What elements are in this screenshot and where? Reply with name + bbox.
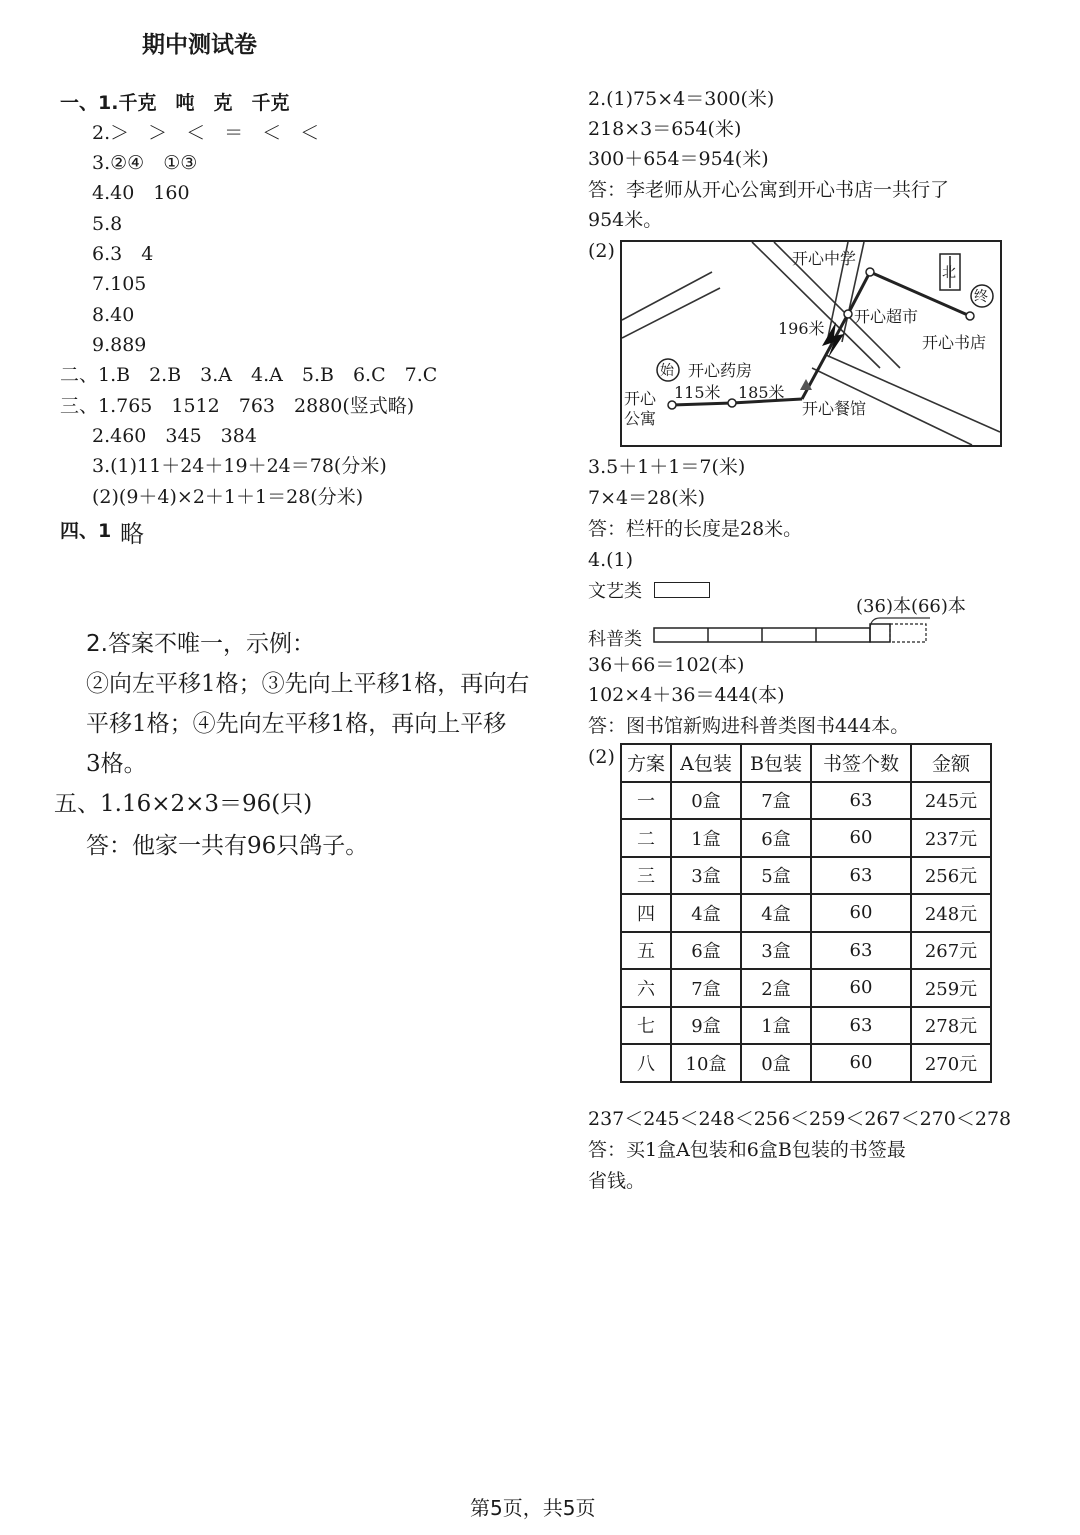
table-cell: 0盒 (671, 782, 741, 820)
q4-line-1: 36＋66＝102(本) (588, 654, 745, 676)
table-cell: 1盒 (741, 1007, 811, 1045)
table-cell: 63 (811, 932, 911, 970)
q2-line-3: 300＋654＝954(米) (588, 148, 769, 170)
table-cell: 1盒 (671, 819, 741, 857)
final-answer-line-1: 答：买1盒A包装和6盒B包装的书签最 (588, 1139, 906, 1161)
table-row (621, 1007, 991, 1045)
table-row (621, 857, 991, 895)
section-1-item-6: 6.3 4 (92, 243, 154, 265)
section-1-item-3: 3.②④ ①③ (92, 152, 198, 174)
section-4-2-line-1: 2.答案不唯一，示例： (86, 631, 315, 657)
q2-answer-line-2: 954米。 (588, 209, 663, 231)
section-4-answer-omitted: 略 (120, 520, 144, 548)
q4-answer: 答：图书馆新购进科普类图书444本。 (588, 715, 910, 737)
section-1-item-4: 4.40 160 (92, 182, 190, 204)
map-label-restaurant: 开心餐馆 (802, 399, 867, 418)
plan-table (620, 743, 992, 1083)
section-5-line-1: 五、1.16×2×3＝96(只) (54, 791, 313, 817)
table-cell: 四 (621, 894, 671, 932)
map-label-distance-196: 196米 (778, 319, 825, 338)
table-cell: 60 (811, 894, 911, 932)
table-cell: 278元 (911, 1007, 991, 1045)
table-header-cell: 方案 (621, 744, 671, 782)
map-label-bookstore: 开心书店 (922, 333, 987, 352)
q4-line-2: 102×4＋36＝444(本) (588, 684, 785, 706)
table-header-cell: B包装 (741, 744, 811, 782)
table-cell: 60 (811, 969, 911, 1007)
q3-line-2: 7×4＝28(米) (588, 487, 706, 509)
table-cell: 一 (621, 782, 671, 820)
table-cell: 二 (621, 819, 671, 857)
table-cell: 248元 (911, 894, 991, 932)
table-cell: 2盒 (741, 969, 811, 1007)
q3-line-1: 3.5＋1＋1＝7(米) (588, 456, 746, 478)
section-3-line-1: 三、1.765 1512 763 2880(竖式略) (60, 395, 415, 417)
map-label-pharmacy: 开心药房 (688, 361, 753, 380)
price-comparison: 237＜245＜248＜256＜259＜267＜270＜278 (588, 1108, 1012, 1130)
bar-annotation-value-2: 66 (917, 596, 941, 617)
bar-annotation-value-1: 36 (863, 596, 886, 617)
table-cell: 259元 (911, 969, 991, 1007)
table-cell: 6盒 (741, 819, 811, 857)
table-cell: 7盒 (741, 782, 811, 820)
table-row (621, 969, 991, 1007)
table-cell: 63 (811, 1007, 911, 1045)
table-cell: 7盒 (671, 969, 741, 1007)
table-cell: 245元 (911, 782, 991, 820)
section-4-2-line-4: 3格。 (86, 751, 147, 777)
q3-answer: 答：栏杆的长度是28米。 (588, 518, 803, 540)
map-label-distance-115: 115米 (674, 383, 721, 402)
map-label-end: 终 (974, 289, 988, 305)
table-row (621, 1044, 991, 1082)
section-2-line: 二、1.B 2.B 3.A 4.A 5.B 6.C 7.C (60, 364, 438, 386)
map-label-apartment-1: 开心 (624, 389, 657, 408)
table-cell: 3盒 (671, 857, 741, 895)
route-map (620, 240, 1002, 447)
table-cell: 270元 (911, 1044, 991, 1082)
bar-label-literature: 文艺类 (588, 581, 642, 602)
table-row (621, 932, 991, 970)
table-cell: 63 (811, 857, 911, 895)
table-cell: 237元 (911, 819, 991, 857)
bar-label-science: 科普类 (588, 629, 642, 650)
section-4-2-line-3: 平移1格；④先向左平移1格，再向上平移 (86, 711, 507, 737)
section-5-answer: 答：他家一共有96只鸽子。 (86, 833, 369, 859)
table-header-row (621, 744, 991, 782)
table-cell: 9盒 (671, 1007, 741, 1045)
table-cell: 3盒 (741, 932, 811, 970)
map-label-market: 开心超市 (854, 307, 919, 326)
table-row (621, 819, 991, 857)
table-header-cell: 书签个数 (811, 744, 911, 782)
q2-answer-line-1: 答：李老师从开心公寓到开心书店一共行了 (588, 179, 950, 201)
table-cell: 60 (811, 1044, 911, 1082)
map-label-start: 始 (660, 363, 674, 379)
section-4-line-1: 四、1 (60, 520, 112, 542)
table-cell: 6盒 (671, 932, 741, 970)
section-3-line-2: 2.460 345 384 (92, 425, 257, 447)
bar-science (652, 622, 932, 646)
table-cell: 八 (621, 1044, 671, 1082)
table-cell: 五 (621, 932, 671, 970)
table-row (621, 894, 991, 932)
table-cell: 六 (621, 969, 671, 1007)
table-cell: 256元 (911, 857, 991, 895)
table-header-cell: A包装 (671, 744, 741, 782)
table-cell: 4盒 (671, 894, 741, 932)
section-1-item-7: 7.105 (92, 273, 147, 295)
table-cell: 60 (811, 819, 911, 857)
table-cell: 5盒 (741, 857, 811, 895)
table-cell: 0盒 (741, 1044, 811, 1082)
map-label-school: 开心中学 (792, 249, 857, 268)
table-header-cell: 金额 (911, 744, 991, 782)
page-footer: 第5页，共5页 (470, 1496, 596, 1520)
section-4-2-line-2: ②向左平移1格；③先向上平移1格，再向右 (86, 671, 530, 697)
section-1-line-1: 一、1.千克 吨 克 千克 (60, 92, 290, 114)
page-title: 期中测试卷 (142, 32, 257, 58)
table-cell: 267元 (911, 932, 991, 970)
section-1-item-8: 8.40 (92, 304, 135, 326)
section-3-line-3b: (2)(9＋4)×2＋1＋1＝28(分米) (92, 486, 364, 508)
q2-part-2-label: (2) (588, 240, 615, 262)
section-3-line-3a: 3.(1)11＋24＋19＋24＝78(分米) (92, 455, 387, 477)
map-label-north: 北 (942, 265, 956, 281)
q2-line-2: 218×3＝654(米) (588, 118, 742, 140)
table-cell: 七 (621, 1007, 671, 1045)
section-1-item-9: 9.889 (92, 334, 147, 356)
section-1-item-5: 5.8 (92, 213, 123, 235)
bar-literature (654, 582, 710, 598)
q2-line-1: 2.(1)75×4＝300(米) (588, 88, 775, 110)
table-cell: 63 (811, 782, 911, 820)
bar-annotation: (36)本(66)本 (856, 596, 966, 617)
map-label-apartment-2: 公寓 (624, 409, 657, 428)
final-answer-line-2: 省钱。 (588, 1170, 646, 1192)
q4-part-2-label: (2) (588, 746, 615, 768)
table-row (621, 782, 991, 820)
table-cell: 10盒 (671, 1044, 741, 1082)
table-cell: 三 (621, 857, 671, 895)
section-1-item-2: 2.＞ ＞ ＜ ＝ ＜ ＜ (92, 122, 320, 144)
table-cell: 4盒 (741, 894, 811, 932)
map-label-distance-185: 185米 (738, 383, 785, 402)
q4-part-1-label: 4.(1) (588, 549, 634, 571)
